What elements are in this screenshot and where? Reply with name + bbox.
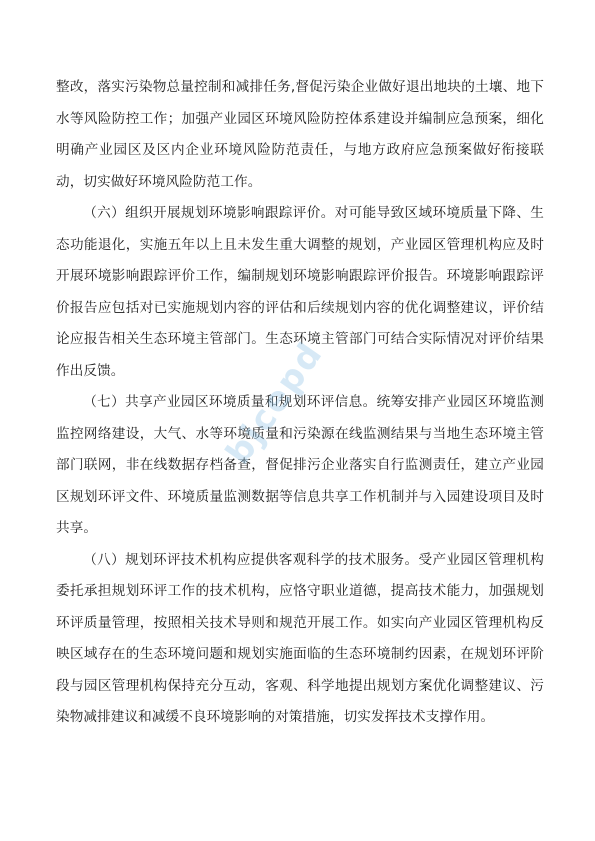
- watermark-text: bjcepd: [218, 334, 332, 472]
- paragraph-section-8: （八）规划环评技术机构应提供客观科学的技术服务。受产业园区管理机构委托承担规划环评工作的技术机构，应恪守职业道德，提高技术能力，加强规划环评质量管理，按照相关技术导则和规范开展工作。如实向产业园区管理机构反映区域存在的生态环境问题和规划实施面临的生态环境制约因素，在规划环评阶段与园区管理机构保持充分互动，客观、科学地提出规划方案优化调整建议、污染物减排建议和减缓不良环境影响的对策措施，切实发挥技术支撑作用。: [56, 551, 544, 725]
- paragraph-section-7: （七）共享产业园区环境质量和规划环评信息。统筹安排产业园区环境监测监控网络建设，大气、水等环境质量和污染源在线监测结果与当地生态环境主管部门联网，非在线数据存档备查，督促排污企业落实自行监测责任，建立产业园区规划环评文件、环境质量监测数据等信息共享工作机制并与入园建设项目及时共享。: [56, 394, 544, 536]
- document-body: [56, 72, 544, 734]
- paragraph-continuation: 整改，落实污染物总量控制和减排任务,督促污染企业做好退出地块的土壤、地下水等风险防控工作；加强产业园区环境风险防控体系建设并编制应急预案，细化明确产业园区及区内企业环境风险防范责任，与地方政府应急预案做好衔接联动，切实做好环境风险防范工作。: [56, 79, 544, 190]
- paragraph-section-6: （六）组织开展规划环境影响跟踪评价。对可能导致区域环境质量下降、生态功能退化，实施五年以上且未发生重大调整的规划，产业园区管理机构应及时开展环境影响跟踪评价工作，编制规划环境影响跟踪评价报告。环境影响跟踪评价报告应包括对已实施规划内容的评估和后续规划内容的优化调整建议，评价结论应报告相关生态环境主管部门。生态环境主管部门可结合实际情况对评价结果作出反馈。: [56, 205, 544, 379]
